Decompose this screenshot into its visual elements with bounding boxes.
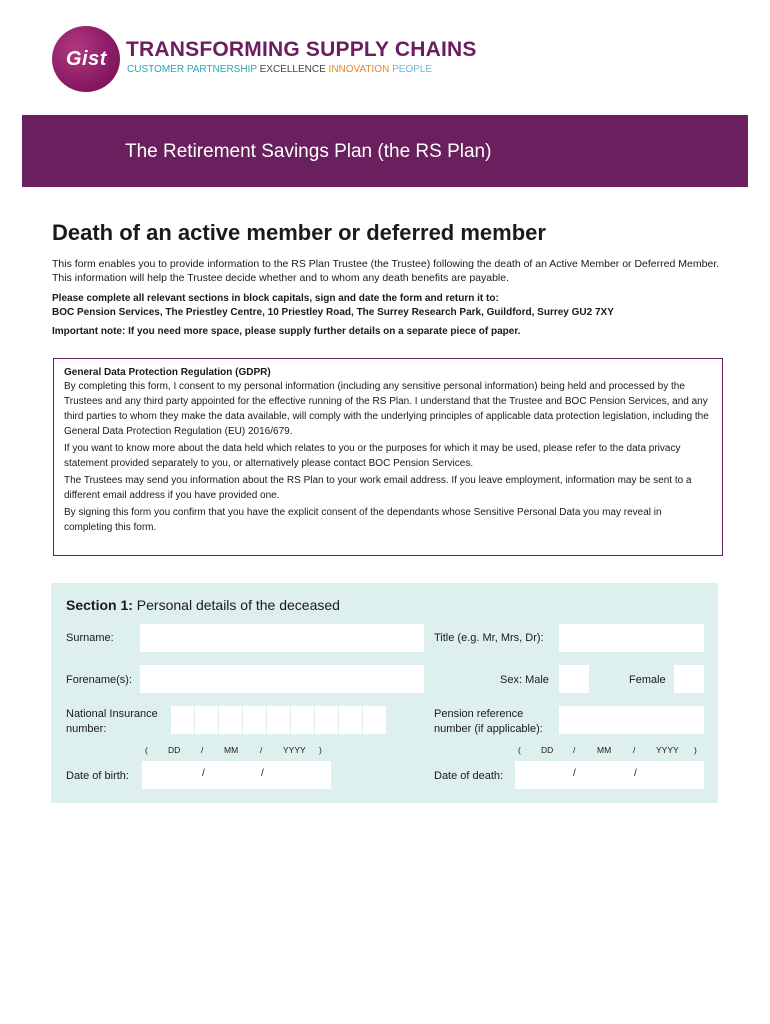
dob-format-mm: MM xyxy=(224,745,239,755)
section-name: Personal details of the deceased xyxy=(136,597,340,613)
return-address: BOC Pension Services, The Priestley Centre, 10 Priestley Road, The Surrey Research Park, Guildford, Surrey GU2 7XY xyxy=(52,307,614,318)
sex-female-box[interactable] xyxy=(674,665,704,693)
dob-format-close: ) xyxy=(319,745,322,755)
dob-format-yyyy: YYYY xyxy=(283,745,306,755)
ni-digit-box[interactable] xyxy=(291,706,314,734)
tagline-innovation: INNOVATION xyxy=(328,64,390,75)
intro-text: This form enables you to provide information to the RS Plan Trustee (the Trustee) following the death of an Active Member or Deferred Member. This information will help the Trustee decide whether and to whom any death benefits are payable. xyxy=(52,258,720,284)
title-input[interactable] xyxy=(559,624,704,652)
dob-format-open: ( xyxy=(145,745,148,755)
company-logo xyxy=(52,26,477,96)
page-title: Death of an active member or deferred member xyxy=(52,220,546,245)
dod-format-mm: MM xyxy=(597,745,612,755)
ni-label xyxy=(66,707,158,737)
dod-format-dd: DD xyxy=(541,745,554,755)
gdpr-consent-text: By completing this form, I consent to my personal information (including any sensitive personal information) being held and processed by the Trustees and any third party appointed for the effective running of the RS Plan. I understand that the Trustee and BOC Pension Services, and any third parties to whom they make the data available, will comply with the underlying principles of applicable data protection legislation, including the General Data Protection Regulation (EU) 2016/679. xyxy=(64,381,709,437)
gdpr-dependants-text: By signing this form you confirm that you have the explicit consent of the dependants whose Sensitive Personal Data you may reveal in completing this form. xyxy=(64,507,662,533)
forenames-input[interactable] xyxy=(140,665,424,693)
ni-digit-box[interactable] xyxy=(219,706,242,734)
pension-ref-label xyxy=(434,707,543,737)
section-1-personal-details xyxy=(51,583,718,803)
section-title xyxy=(66,597,340,613)
ni-digit-box[interactable] xyxy=(315,706,338,734)
forenames-label: Forename(s): xyxy=(66,674,133,686)
gdpr-title: General Data Protection Regulation (GDPR) xyxy=(64,367,271,378)
title-banner xyxy=(22,115,748,187)
tagline-people: PEOPLE xyxy=(392,64,433,75)
return-instructions-line: Please complete all relevant sections in block capitals, sign and date the form and return it to: xyxy=(52,293,499,304)
ni-label-line2: number: xyxy=(66,723,107,735)
sex-male-label: Sex: Male xyxy=(500,674,549,686)
dod-format-sep: / xyxy=(573,745,576,755)
ni-digit-box[interactable] xyxy=(339,706,362,734)
surname-label: Surname: xyxy=(66,632,114,644)
pension-ref-label-line2: number (if applicable): xyxy=(434,723,543,735)
logo-title: TRANSFORMING SUPPLY CHAINS xyxy=(126,38,477,61)
dod-format-open: ( xyxy=(518,745,521,755)
ni-digit-box[interactable] xyxy=(243,706,266,734)
dob-format-dd: DD xyxy=(168,745,181,755)
dod-format-sep: / xyxy=(633,745,636,755)
dod-separator: / xyxy=(573,768,576,779)
dob-separator: / xyxy=(202,768,205,779)
ni-digit-box[interactable] xyxy=(195,706,218,734)
surname-input[interactable] xyxy=(140,624,424,652)
logo-tagline xyxy=(127,64,432,75)
dod-label: Date of death: xyxy=(434,770,504,782)
section-number: Section 1: xyxy=(66,597,133,613)
logo-text: Gist xyxy=(66,48,107,70)
tagline-excellence: EXCELLENCE xyxy=(259,64,326,75)
dod-format-close: ) xyxy=(694,745,697,755)
dod-format-yyyy: YYYY xyxy=(656,745,679,755)
pension-ref-input[interactable] xyxy=(559,706,704,734)
important-note: Important note: If you need more space, please supply further details on a separate piece of paper. xyxy=(52,326,521,337)
sex-female-label: Female xyxy=(629,674,666,686)
title-label: Title (e.g. Mr, Mrs, Dr): xyxy=(434,632,544,644)
pension-ref-label-line1: Pension reference xyxy=(434,708,524,720)
dob-input[interactable] xyxy=(142,761,331,789)
gdpr-box xyxy=(53,358,723,556)
ni-digit-box[interactable] xyxy=(171,706,194,734)
dod-separator: / xyxy=(634,768,637,779)
ni-label-line1: National Insurance xyxy=(66,708,158,720)
banner-title: The Retirement Savings Plan (the RS Plan) xyxy=(125,141,492,162)
dod-input[interactable] xyxy=(515,761,704,789)
sex-male-box[interactable] xyxy=(559,665,589,693)
ni-digit-box[interactable] xyxy=(267,706,290,734)
tagline-customer-partnership: CUSTOMER PARTNERSHIP xyxy=(127,64,257,75)
dob-format-sep: / xyxy=(201,745,204,755)
return-instructions xyxy=(52,292,720,320)
dob-separator: / xyxy=(261,768,264,779)
gdpr-privacy-text: If you want to know more about the data held which relates to you or the purposes for which it may be used, please refer to the data privacy statement provided separately to you, or alternatively please contact BOC Pension Services. xyxy=(64,443,681,469)
dob-label: Date of birth: xyxy=(66,770,129,782)
ni-digit-box[interactable] xyxy=(363,706,386,734)
dob-format-sep: / xyxy=(260,745,263,755)
gdpr-email-text: The Trustees may send you information about the RS Plan to your work email address. If you leave employment, information may be sent to a different email address if you have provided one. xyxy=(64,475,692,501)
